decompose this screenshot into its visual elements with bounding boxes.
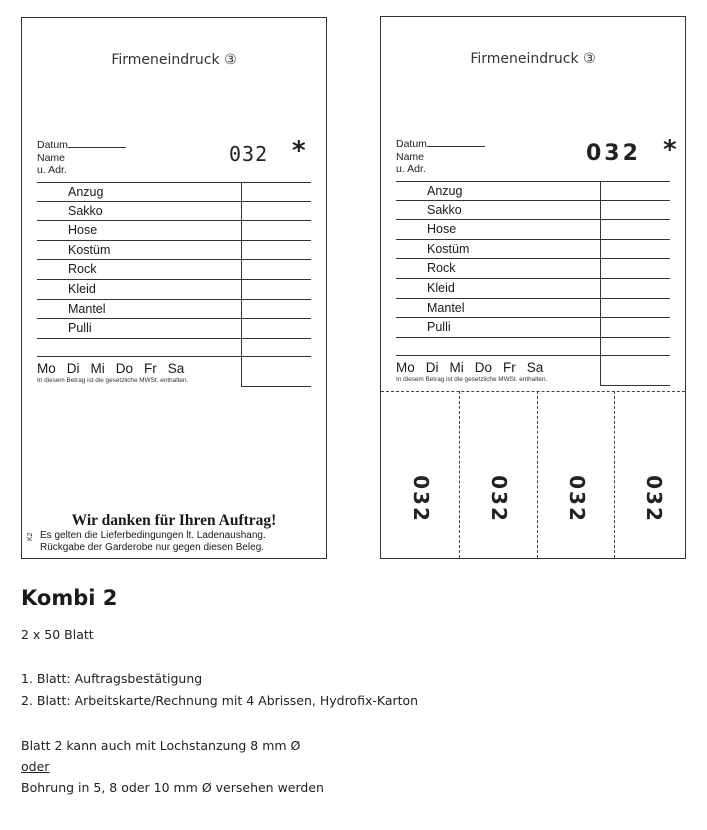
company-imprint-title: Firmeneindruck ③ [111,52,237,68]
order-confirmation-card [21,17,327,559]
sheet-count: 2 x 50 Blatt [21,627,94,642]
list-item: Mantel [37,300,311,320]
list-item: Sakko [37,202,311,222]
punching-option: Blatt 2 kann auch mit Lochstanzung 8 mm Ø [21,738,301,753]
garment-list [396,181,670,356]
address-label: u. Adr. [396,163,426,175]
list-item: Pulli [396,318,670,338]
tear-off-stub[interactable] [383,391,459,558]
ticket-number: 032 [229,142,269,166]
list-item: Anzug [396,181,670,201]
form-code: K2 [27,532,34,541]
customer-fields [37,138,126,177]
tear-off-stub[interactable] [616,391,692,558]
stub-number: 032 [409,475,433,523]
total-line [241,386,311,387]
name-label: Name [37,151,66,164]
list-item: Mantel [396,299,670,319]
product-heading: Kombi 2 [21,586,118,610]
list-item: Sakko [396,201,670,221]
tear-off-stub[interactable] [539,391,615,558]
conditions-line-2: Rückgabe der Garderobe nur gegen diesen Beleg. [40,542,265,553]
work-card-invoice [380,16,686,559]
ticket-number: 032 [586,141,641,166]
datum-label: Datum [37,139,68,151]
tear-off-stub[interactable] [461,391,537,558]
list-item: Anzug [37,182,311,202]
address-label: u. Adr. [37,164,67,176]
asterisk-mark: * [292,136,306,166]
list-item: Kostüm [37,241,311,261]
vat-note: In diesem Betrag ist die gesetzliche MWSt. enthalten. [396,376,548,383]
datum-label: Datum [396,138,427,150]
stub-number: 032 [642,475,666,523]
weekday-row: Mo Di Mi Do Fr Sa [396,360,544,375]
blank-row [396,338,670,356]
company-imprint-title: Firmeneindruck ③ [470,51,596,67]
garment-list [37,182,311,357]
or-text: oder [21,759,50,774]
list-item: Kleid [396,279,670,299]
stub-number: 032 [565,475,589,523]
thank-you-text: Wir danken für Ihren Auftrag! [71,512,277,529]
drilling-option: Bohrung in 5, 8 oder 10 mm Ø versehen werden [21,780,324,795]
customer-fields [396,137,485,176]
list-item: Hose [396,220,670,240]
perforation-separator [459,391,460,558]
stub-number: 032 [487,475,511,523]
name-label: Name [396,150,425,163]
vat-note: In diesem Betrag ist die gesetzliche MWSt. enthalten. [37,377,189,384]
datum-line [427,137,485,147]
list-item: Kleid [37,280,311,300]
blank-row [37,339,311,357]
tear-off-stubs [381,391,685,558]
list-item: Hose [37,221,311,241]
weekday-row: Mo Di Mi Do Fr Sa [37,361,185,376]
list-item: Rock [396,259,670,279]
sheet-2-description: 2. Blatt: Arbeitskarte/Rechnung mit 4 Abrissen, Hydrofix-Karton [21,693,419,708]
sheet-1-description: 1. Blatt: Auftragsbestätigung [21,671,203,686]
total-line [600,385,670,386]
list-item: Kostüm [396,240,670,260]
list-item: Rock [37,260,311,280]
price-column-divider [600,181,601,385]
asterisk-mark: * [663,135,677,165]
conditions-line-1: Es gelten die Lieferbedingungen lt. Ladenaushang. [40,530,266,541]
price-column-divider [241,182,242,386]
list-item: Pulli [37,319,311,339]
datum-line [68,138,126,148]
perforation-separator [537,391,538,558]
